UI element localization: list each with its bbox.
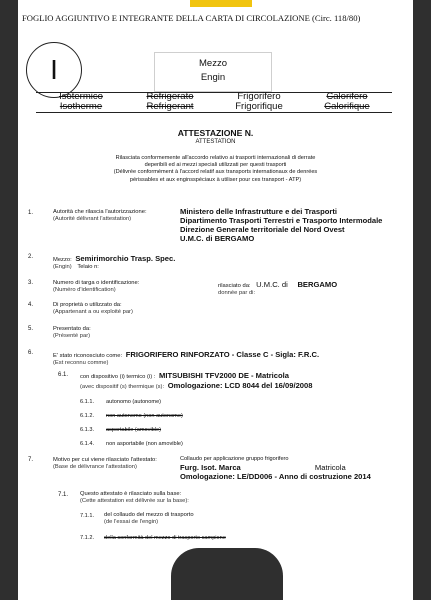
item-number: 4. (28, 302, 34, 308)
test-description: Collaudo per applicazione gruppo frigorifero (180, 456, 289, 462)
type-refrigerato (125, 92, 215, 112)
item-number: 7. (28, 457, 34, 463)
types-rule-bottom (36, 112, 392, 113)
label-it: Questo attestato è rilasciato sulla base: (80, 491, 182, 497)
header-line: FOGLIO AGGIUNTIVO E INTEGRANTE DELLA CARTA DI CIRCOLAZIONE (Circ. 118/80) (22, 13, 361, 23)
homologation-value: Omologazione: LCD 8044 del 16/09/2008 (167, 381, 313, 390)
authority-value (180, 207, 382, 243)
thermal-device-value: MITSUBISHI TFV2000 DE - Matricola (159, 371, 289, 380)
page-corner-tab (171, 548, 283, 600)
country-code-symbol: I (50, 54, 58, 85)
recognized-label (53, 350, 319, 367)
intro-paragraph (18, 155, 413, 184)
thermal-device-label (80, 371, 312, 391)
type-it: Frigorifero (237, 91, 281, 102)
item-number: 6.1.3. (80, 427, 94, 433)
owner-label (53, 302, 133, 316)
vehicle-label (53, 254, 175, 271)
item-number: 7.1. (58, 492, 69, 498)
umc-label: U.M.C. di (256, 280, 288, 289)
type-fr: Isotherme (59, 101, 103, 112)
label-it: Di proprietà o utilizzato da: (53, 302, 122, 308)
certificate-title: ATTESTAZIONE N. (177, 128, 254, 138)
label-it: E' stato riconosciuto come: (53, 353, 123, 359)
issued-place: BERGAMO (297, 280, 338, 289)
vehicle-test-label (104, 512, 194, 526)
vehicle-value: Semirimorchio Trasp. Spec. (75, 254, 176, 263)
authority-label (53, 209, 147, 223)
label-fr: (Numéro d'identification) (53, 287, 116, 293)
item-number: 6.1. (58, 372, 69, 378)
type-fr: Calorifique (324, 101, 370, 112)
reason-value (180, 456, 371, 481)
authority-line: Ministero delle Infrastrutture e dei Trasporti (180, 207, 337, 216)
non-removable-option: non asportabile (non amovible) (106, 441, 183, 447)
type-calorifero (302, 92, 392, 112)
type-it: Refrigerato (146, 91, 194, 102)
label-fr: (Est reconnu comme) (53, 360, 109, 366)
yellow-tab-marker (190, 0, 252, 7)
intro-line: Rilasciata conformemente all'accordo relativo ai trasporti internazionali di derrate (115, 155, 316, 161)
type-frigorifero (214, 92, 304, 112)
authority-line: Direzione Generale territoriale del Nord Ovest (180, 225, 345, 234)
intro-line: deperibili ed ai mezzi speciali utilizzati per questi trasporti (144, 162, 287, 169)
issued-by-label (218, 280, 337, 297)
issued-by-it: rilasciato da: (218, 283, 251, 289)
item-number: 6.1.2. (80, 413, 94, 419)
label-fr: (Cette attestation est délivrée sur la base): (80, 498, 189, 504)
label-it: del collaudo del mezzo di trasporto (104, 512, 194, 518)
autonomous-option: autonomo (autonome) (106, 399, 162, 405)
item-number: 6.1.4. (80, 441, 94, 447)
authority-line: U.M.C. di BERGAMO (180, 234, 255, 243)
label-fr: (avec dispositif (s) thermique (s): (80, 384, 165, 390)
issued-by-fr: donnée par di: (218, 290, 256, 296)
item-number: 3. (28, 280, 34, 286)
plate-label (53, 280, 139, 294)
label-it: con dispositivo (i) termico (i) : (80, 374, 156, 380)
vehicle-label-en: Engin (200, 72, 226, 83)
item-number: 7.1.2. (80, 535, 94, 541)
type-fr: Refrigerant (146, 101, 194, 112)
vehicle-label-it: Mezzo (199, 58, 227, 69)
label-fr: (Appartenant a ou exploité par) (53, 309, 133, 315)
basis-label (80, 491, 189, 505)
label-fr: (Présenté par) (53, 333, 91, 339)
item-number: 6. (28, 350, 34, 356)
recognized-value: FRIGORIFERO RINFORZATO - Classe C - Sigla: F.R.C. (125, 350, 320, 359)
type-fr: Frigorifique (235, 101, 283, 112)
intro-line: (Délivrée conformément à l'accord relatif aux transports internationaux de denrées (113, 169, 318, 176)
label-it: Autorità che rilascia l'autorizzazione: (53, 209, 147, 215)
label-fr: (Engin) (53, 264, 72, 270)
removable-option: asportabile (amovible) (106, 427, 162, 433)
type-it: Isotermico (59, 91, 103, 102)
serial-label: Matricola (314, 463, 346, 472)
label-fr: (de l'essai de l'engin) (104, 519, 159, 525)
certificate-subtitle: ATTESTATION (195, 139, 236, 145)
intro-line: périssables et aux enginsspéciaux à utiliser pour ces transport - ATP) (129, 176, 302, 183)
country-code-circle (26, 42, 82, 98)
label-it: Numero di targa o identificazione: (53, 280, 140, 286)
van-brand-label: Furg. Isot. Marca (180, 463, 241, 472)
label-fr: (Base de délivrance l'attestation) (53, 464, 137, 470)
item-number: 2. (28, 254, 34, 260)
label-fr: (Autorité délivrant l'attestation) (53, 216, 132, 222)
label-it: Presentato da: (53, 326, 91, 332)
conformity-option: della conformità del mezzo di trasporto campione (104, 535, 226, 541)
item-number: 7.1.1. (80, 513, 94, 519)
non-autonomous-option: non autonomo (non autonome) (106, 413, 183, 419)
type-isotermico (36, 92, 126, 112)
presented-label (53, 326, 91, 340)
type-it: Calorifero (326, 91, 368, 102)
authority-line: Dipartimento Trasporti Terrestri e Trasporto Intermodale (180, 216, 383, 225)
chassis-label: Telaio n: (77, 264, 99, 270)
item-number: 5. (28, 326, 34, 332)
label-it: Mezzo: (53, 257, 72, 263)
item-number: 6.1.1. (80, 399, 94, 405)
label-it: Motivo per cui viene rilasciato l'attestato: (53, 457, 157, 463)
reason-label (53, 457, 157, 471)
vehicle-box (154, 52, 272, 92)
certificate-page (18, 0, 413, 600)
homologation-year: Omologazione: LE/DD006 - Anno di costruzione 2014 (180, 472, 371, 481)
item-number: 1. (28, 210, 34, 216)
